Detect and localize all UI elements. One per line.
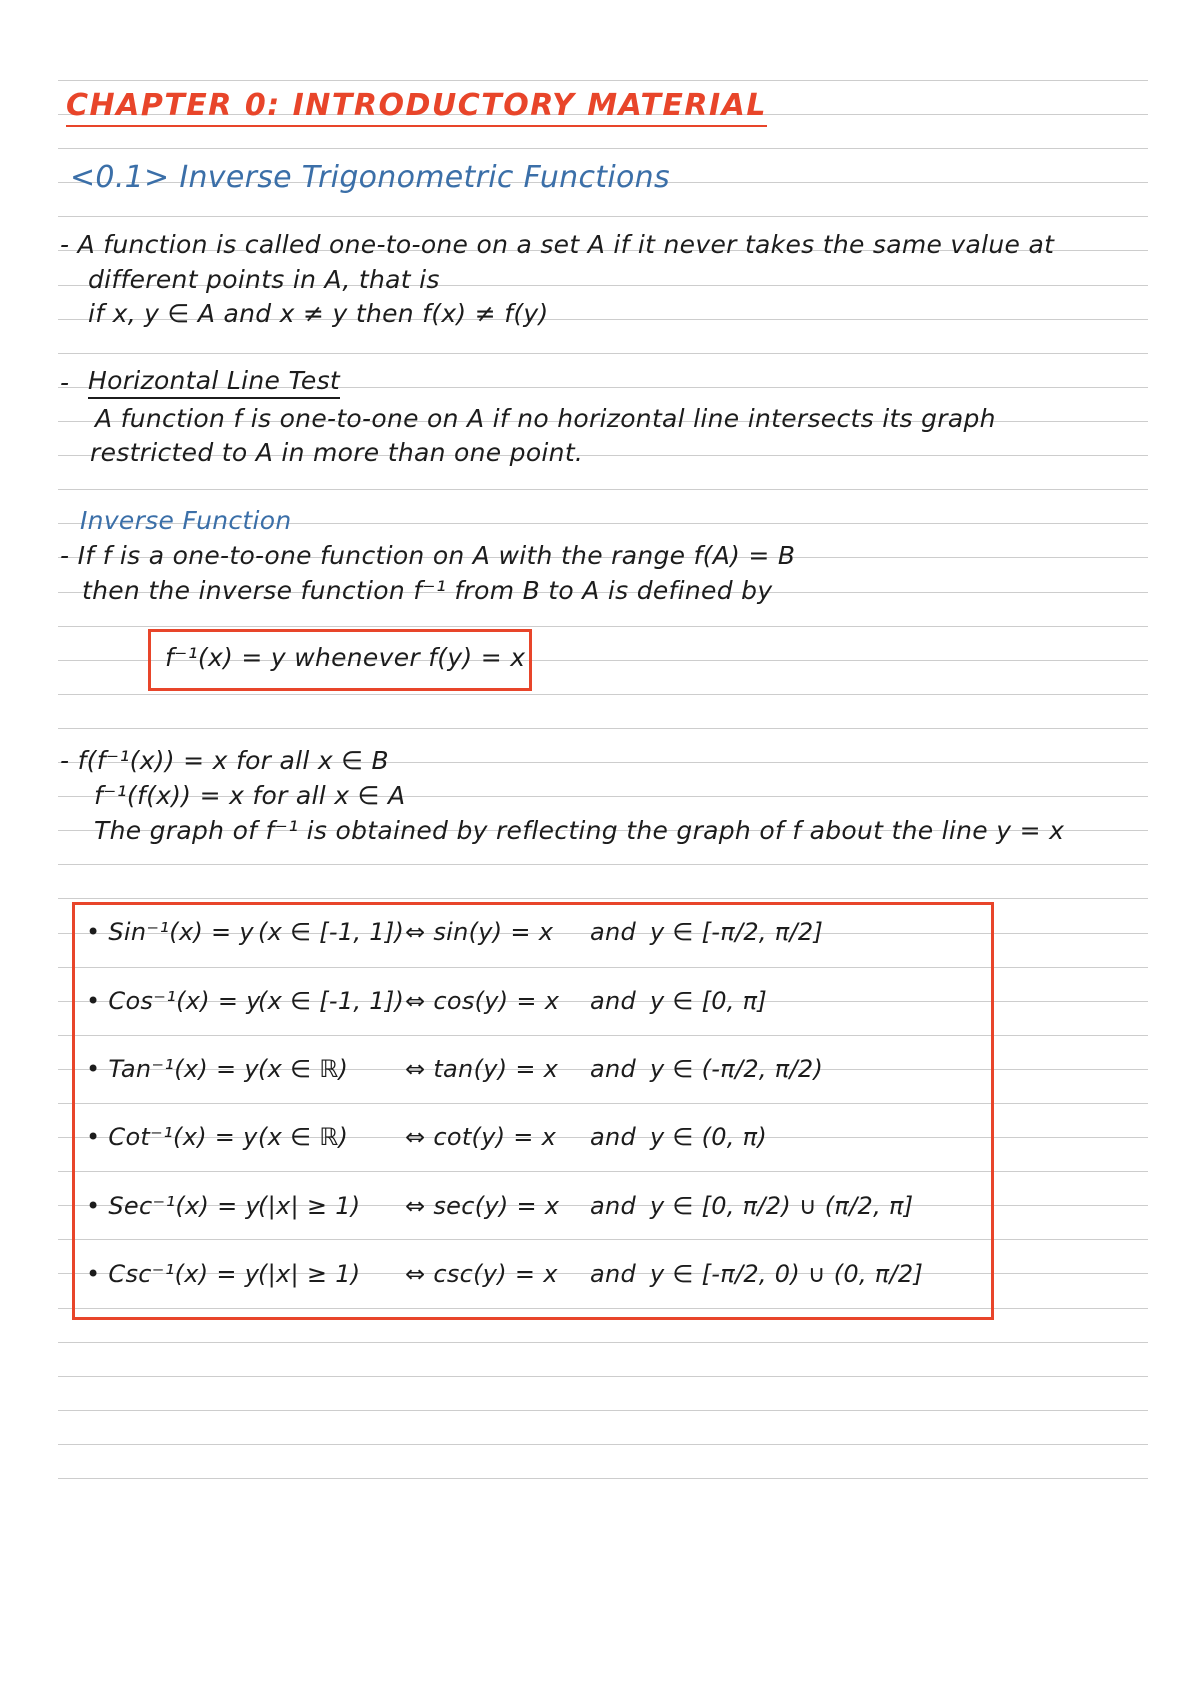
- inverse-function-line-1: - If f is a one-to-one function on A with the range f(A) = B: [60, 541, 796, 570]
- ruled-line: [58, 353, 1148, 354]
- ruled-line: [58, 80, 1148, 81]
- one-to-one-line-1: - A function is called one-to-one on a set A if it never takes the same value at: [60, 230, 1055, 259]
- inverse-function-heading: Inverse Function: [80, 506, 292, 535]
- one-to-one-line-2: different points in A, that is: [88, 265, 440, 294]
- property-line-1: - f(f⁻¹(x)) = x for all x ∈ B: [60, 746, 389, 775]
- definition-condition: (x ∈ ℝ): [258, 1123, 349, 1151]
- ruled-line: [58, 1342, 1148, 1343]
- definition-range: y ∈ [0, π/2) ∪ (π/2, π]: [650, 1192, 914, 1220]
- inverse-trig-definitions-box: [72, 902, 994, 1320]
- ruled-line: [58, 728, 1148, 729]
- definition-equivalence: ⇔ sec(y) = x: [405, 1192, 560, 1220]
- ruled-line: [58, 626, 1148, 627]
- one-to-one-line-3: if x, y ∈ A and x ≠ y then f(x) ≠ f(y): [88, 299, 549, 328]
- definition-lhs: • Cot⁻¹(x) = y: [86, 1123, 258, 1151]
- ruled-line: [58, 148, 1148, 149]
- ruled-line: [58, 864, 1148, 865]
- definition-condition: (x ∈ ℝ): [258, 1055, 349, 1083]
- definition-equivalence: ⇔ csc(y) = x: [405, 1260, 558, 1288]
- property-line-3: The graph of f⁻¹ is obtained by reflecting the graph of f about the line y = x: [94, 816, 1065, 845]
- definition-condition: (x ∈ [-1, 1]): [258, 987, 405, 1015]
- ruled-line: [58, 216, 1148, 217]
- horizontal-test-heading-dash: -: [60, 368, 70, 397]
- definition-and: and: [590, 1260, 637, 1288]
- definition-and: and: [590, 1192, 637, 1220]
- definition-lhs: • Cos⁻¹(x) = y: [86, 987, 261, 1015]
- ruled-line: [58, 1410, 1148, 1411]
- definition-range: y ∈ [-π/2, π/2]: [650, 918, 824, 946]
- definition-lhs: • Sec⁻¹(x) = y: [86, 1192, 260, 1220]
- definition-condition: (|x| ≥ 1): [258, 1192, 361, 1220]
- horizontal-test-line-1: A function f is one-to-one on A if no horizontal line intersects its graph: [95, 404, 996, 433]
- definition-range: y ∈ [-π/2, 0) ∪ (0, π/2]: [650, 1260, 924, 1288]
- definition-equivalence: ⇔ cos(y) = x: [405, 987, 560, 1015]
- definition-lhs: • Sin⁻¹(x) = y: [86, 918, 254, 946]
- definition-and: and: [590, 918, 637, 946]
- definition-range: y ∈ (0, π): [650, 1123, 768, 1151]
- ruled-line: [58, 898, 1148, 899]
- definition-equivalence: ⇔ tan(y) = x: [405, 1055, 559, 1083]
- definition-condition: (|x| ≥ 1): [258, 1260, 361, 1288]
- definition-equivalence: ⇔ sin(y) = x: [405, 918, 554, 946]
- definition-equivalence: ⇔ cot(y) = x: [405, 1123, 557, 1151]
- definition-and: and: [590, 1123, 637, 1151]
- section-title: <0.1> Inverse Trigonometric Functions: [70, 160, 670, 195]
- definition-condition: (x ∈ [-1, 1]): [258, 918, 405, 946]
- inverse-definition: f⁻¹(x) = y whenever f(y) = x: [165, 643, 526, 672]
- horizontal-test-line-2: restricted to A in more than one point.: [90, 438, 584, 467]
- horizontal-test-heading: Horizontal Line Test: [88, 366, 340, 399]
- ruled-line: [58, 1376, 1148, 1377]
- property-line-2: f⁻¹(f(x)) = x for all x ∈ A: [94, 781, 406, 810]
- ruled-line: [58, 1444, 1148, 1445]
- definition-and: and: [590, 1055, 637, 1083]
- chapter-title: CHAPTER 0: INTRODUCTORY MATERIAL: [66, 88, 767, 127]
- definition-range: y ∈ (-π/2, π/2): [650, 1055, 824, 1083]
- ruled-line: [58, 489, 1148, 490]
- definition-lhs: • Tan⁻¹(x) = y: [86, 1055, 259, 1083]
- ruled-line: [58, 694, 1148, 695]
- ruled-line: [58, 1478, 1148, 1479]
- definition-lhs: • Csc⁻¹(x) = y: [86, 1260, 260, 1288]
- definition-and: and: [590, 987, 637, 1015]
- definition-range: y ∈ [0, π]: [650, 987, 768, 1015]
- inverse-function-line-2: then the inverse function f⁻¹ from B to A is defined by: [82, 576, 773, 605]
